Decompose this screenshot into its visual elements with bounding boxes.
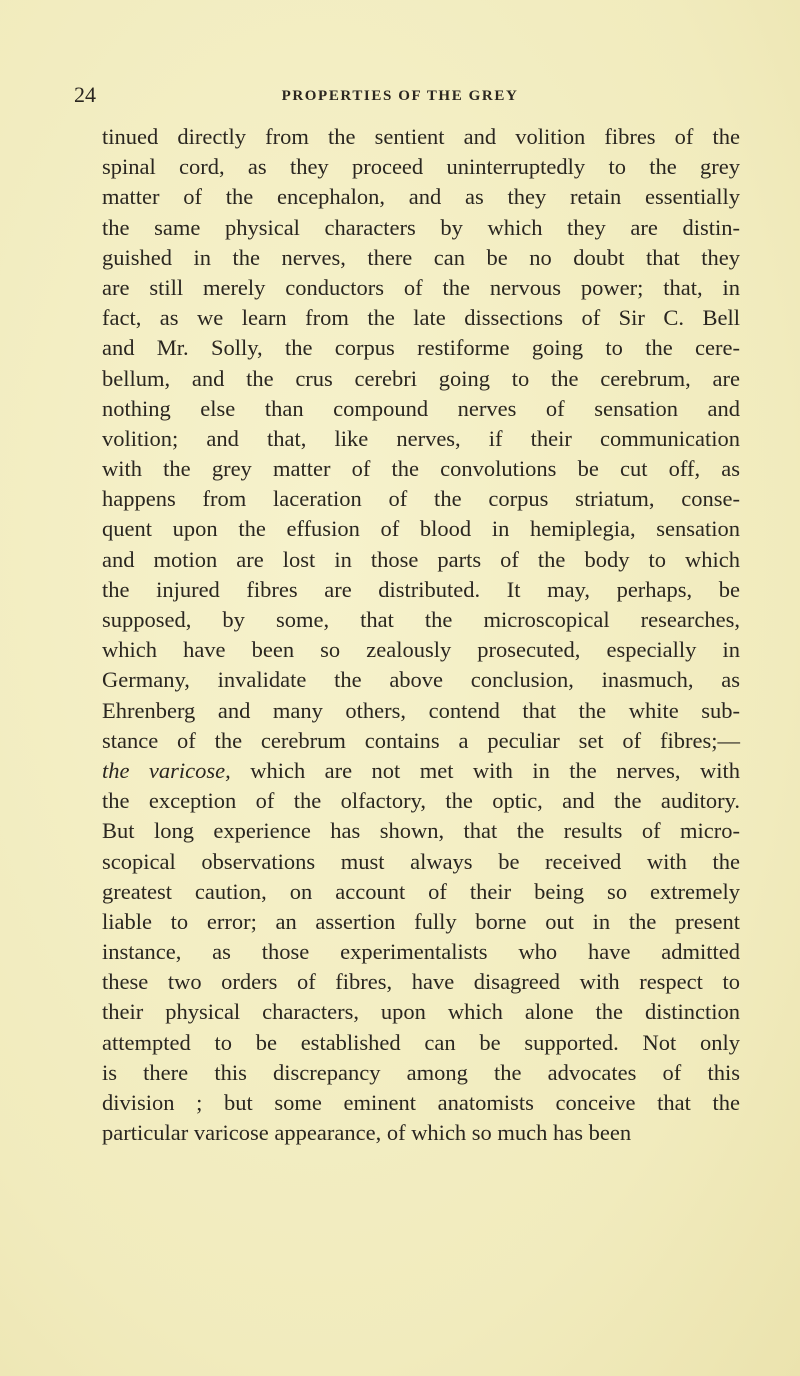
text-line: the injured fibres are distributed. It may, perhaps, be: [102, 576, 740, 602]
text-line: Ehrenberg and many others, contend that the white sub-: [102, 697, 740, 723]
text-line: spinal cord, as they proceed uninterruptedly to the grey: [102, 154, 740, 180]
text-span: which are not met with in the nerves, with: [230, 757, 740, 783]
text-line: attempted to be established can be supported. Not only: [102, 1029, 740, 1055]
running-head: PROPERTIES OF THE GREY: [281, 88, 519, 104]
text-line: particular varicose appearance, of which so much has been: [102, 1120, 632, 1146]
text-line: But long experience has shown, that the results of micro-: [102, 818, 740, 844]
page-number: 24: [74, 82, 96, 107]
text-line: Germany, invalidate the above conclusion, inasmuch, as: [102, 667, 740, 693]
text-line: volition; and that, like nerves, if their communication: [102, 425, 740, 451]
text-line: [102, 756, 740, 786]
text-line: supposed, by some, that the microscopical researches,: [102, 607, 740, 632]
text-line: is there this discrepancy among the advocates of this: [102, 1059, 740, 1085]
text-line: liable to error; an assertion fully borne out in the present: [102, 908, 740, 934]
text-line: nothing else than compound nerves of sensation and: [102, 395, 740, 421]
body-text: [102, 122, 740, 1148]
text-line: guished in the nerves, there can be no doubt that they: [102, 244, 740, 270]
text-line: the exception of the olfactory, the optic, and the auditory.: [102, 788, 740, 814]
text-line: quent upon the effusion of blood in hemiplegia, sensation: [102, 516, 740, 542]
text-line: greatest caution, on account of their being so extremely: [102, 878, 740, 904]
text-line: scopical observations must always be received with the: [102, 848, 740, 874]
text-line: fact, as we learn from the late dissections of Sir C. Bell: [102, 305, 740, 331]
text-line: which have been so zealously prosecuted, especially in: [102, 637, 740, 663]
text-line: the same physical characters by which they are distin-: [102, 214, 740, 240]
text-line: their physical characters, upon which alone the distinction: [102, 999, 740, 1025]
italic-term: the varicose,: [102, 757, 231, 783]
text-line: instance, as those experimentalists who have admitted: [102, 939, 740, 965]
text-line: stance of the cerebrum contains a peculiar set of fibres;—: [102, 727, 740, 753]
text-line: are still merely conductors of the nervous power; that, in: [102, 274, 740, 300]
text-line: division ; but some eminent anatomists conceive that the: [102, 1090, 740, 1115]
text-line: matter of the encephalon, and as they retain essentially: [102, 184, 740, 210]
text-line: with the grey matter of the convolutions be cut off, as: [102, 456, 740, 482]
text-line: and motion are lost in those parts of the body to which: [102, 546, 740, 572]
text-line: tinued directly from the sentient and volition fibres of the: [102, 124, 740, 149]
text-line: happens from laceration of the corpus striatum, conse-: [102, 486, 740, 512]
text-line: and Mr. Solly, the corpus restiforme going to the cere-: [102, 335, 740, 361]
text-line: these two orders of fibres, have disagreed with respect to: [102, 969, 740, 995]
text-line: bellum, and the crus cerebri going to the cerebrum, are: [102, 365, 740, 391]
